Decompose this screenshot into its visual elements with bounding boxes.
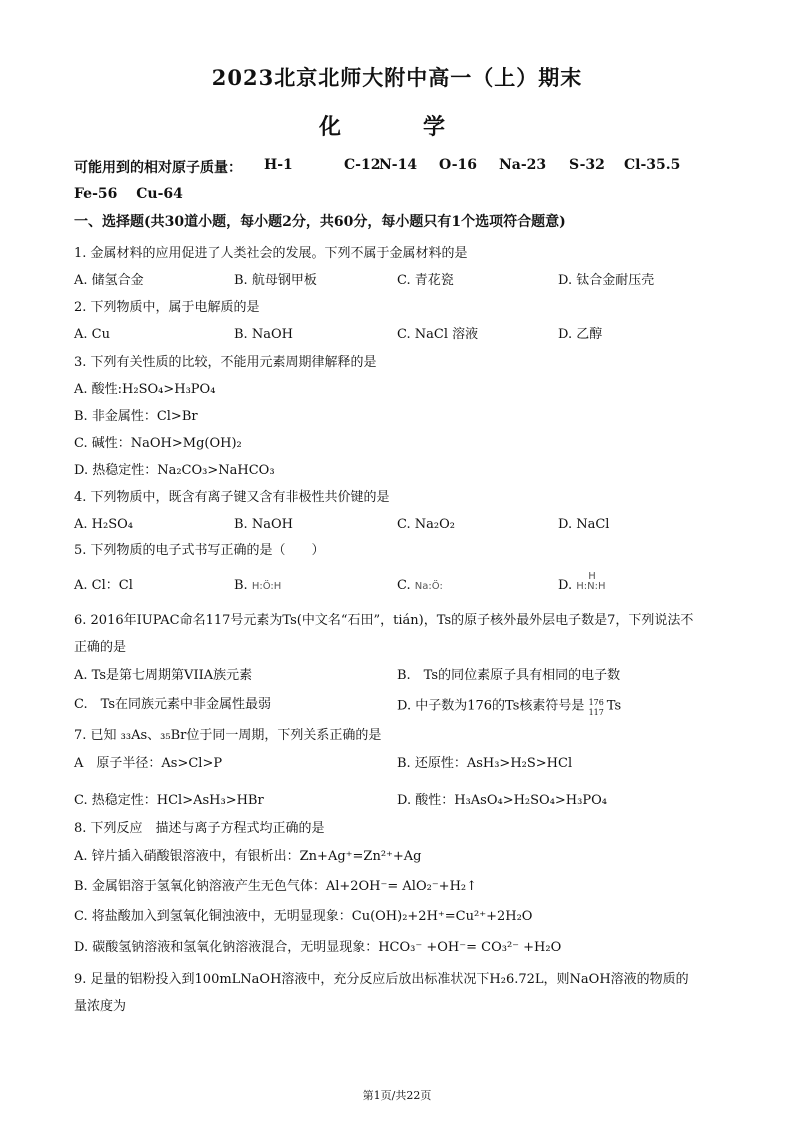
isotope-notation	[589, 697, 603, 715]
q5-option-a: A. Cl：Cl	[74, 578, 133, 593]
q5-option-c-label: C.	[397, 578, 411, 593]
q1-stem: 1. 金属材料的应用促进了人类社会的发展。下列不属于金属材料的是	[74, 246, 468, 261]
isotope-symbol: Ts	[606, 698, 622, 714]
q3-option-a: A. 酸性:H₂SO₄>H₃PO₄	[74, 382, 216, 397]
q8-option-d: D. 碳酸氢钠溶液和氢氧化钠溶液混合，无明显现象：HCO₃⁻ +OH⁻= CO₃²⁻ +H₂O	[74, 940, 562, 955]
mass-item: H-1	[264, 157, 293, 173]
q6-stem-cont: 正确的是	[74, 640, 127, 655]
q7-stem: 7. 已知 ₃₃As、₃₅Br位于同一周期，下列关系正确的是	[74, 728, 382, 743]
q5-option-b	[234, 578, 281, 595]
mass-item: N-14	[379, 157, 418, 173]
q9-stem-cont: 量浓度为	[74, 999, 127, 1014]
q3-stem: 3. 下列有关性质的比较，不能用元素周期律解释的是	[74, 355, 377, 370]
q6-option-d-label: D. 中子数为176的Ts核素符号是	[397, 698, 585, 714]
q7-option-c: C. 热稳定性：HCl>AsH₃>HBr	[74, 793, 264, 808]
q2-stem: 2. 下列物质中，属于电解质的是	[74, 300, 260, 315]
isotope-atomic-number: 117	[588, 708, 604, 717]
q1-option-a: A. 储氢合金	[74, 273, 144, 288]
mass-item: Cl-35.5	[624, 157, 681, 173]
atomic-masses	[74, 157, 734, 175]
mass-item: O-16	[439, 157, 478, 173]
q8-option-a: A. 锌片插入硝酸银溶液中，有银析出：Zn+Ag⁺=Zn²⁺+Ag	[74, 849, 422, 864]
q7-option-d: D. 酸性：H₃AsO₄>H₂SO₄>H₃PO₄	[397, 793, 607, 808]
q5-option-d-formula-text: H:N:H	[576, 581, 606, 592]
q4-option-d: D. NaCl	[558, 517, 610, 532]
masses-label: 可能用到的相对原子质量：	[74, 160, 242, 176]
q5-option-c-formula: Na:Ö:	[414, 581, 443, 592]
q3-option-d: D. 热稳定性：Na₂CO₃>NaHCO₃	[74, 463, 275, 478]
q5-option-d-label: D.	[558, 578, 573, 593]
q2-option-a: A. Cu	[74, 327, 110, 342]
q5-option-c	[397, 578, 443, 595]
q3-option-b: B. 非金属性：Cl>Br	[74, 409, 198, 424]
q4-option-b: B. NaOH	[234, 517, 293, 532]
q1-option-b: B. 航母钢甲板	[234, 273, 317, 288]
q5-option-b-label: B.	[234, 578, 248, 593]
q6-stem: 6. 2016年IUPAC命名117号元素为Ts(中文名“石田”，tián)，Ts的原子核外最外层电子数是7，下列说法不	[74, 613, 694, 628]
q2-option-d: D. 乙醇	[558, 327, 603, 342]
q1-option-c: C. 青花瓷	[397, 273, 454, 288]
q2-option-b: B. NaOH	[234, 327, 293, 342]
q6-option-a: A. Ts是第七周期第VIIA族元素	[74, 668, 253, 683]
q9-stem: 9. 足量的铝粉投入到100mLNaOH溶液中，充分反应后放出标准状况下H₂6.72L，则NaOH溶液的物质的	[74, 972, 689, 987]
q5-stem: 5. 下列物质的电子式书写正确的是（ ）	[74, 543, 325, 558]
q5-option-d-formula	[576, 571, 606, 592]
q8-stem: 8. 下列反应 描述与离子方程式均正确的是	[74, 821, 325, 836]
masses-row2: Fe-56 Cu-64	[74, 186, 183, 202]
mass-item: Na-23	[499, 157, 547, 173]
q4-option-a: A. H₂SO₄	[74, 517, 133, 532]
q8-option-b: B. 金属铝溶于氢氧化钠溶液产生无色气体：Al+2OH⁻= AlO₂⁻+H₂↑	[74, 879, 478, 894]
subject-title: 化 学	[318, 114, 475, 140]
mass-item: S-32	[569, 157, 605, 173]
q6-option-d	[397, 697, 621, 715]
q6-option-c: C. Ts在同族元素中非金属性最弱	[74, 697, 272, 712]
q8-option-c: C. 将盐酸加入到氢氧化铜浊液中，无明显现象：Cu(OH)₂+2H⁺=Cu²⁺+2H₂O	[74, 909, 533, 924]
q5-option-d-top-h: H	[588, 571, 596, 582]
page-title: 2023北京北师大附中高一（上）期末	[211, 65, 583, 90]
q6-option-b: B. Ts的同位素原子具有相同的电子数	[397, 668, 621, 683]
q2-option-c: C. NaCl 溶液	[397, 327, 479, 342]
isotope-mass-number: 176	[588, 698, 604, 707]
page-footer: 第1页/共22页	[362, 1089, 432, 1102]
mass-item: C-12	[344, 157, 381, 173]
section-heading: 一、选择题(共30道小题，每小题2分，共60分，每小题只有1个选项符合题意)	[74, 214, 566, 230]
q5-option-d	[558, 571, 606, 595]
q4-option-c: C. Na₂O₂	[397, 517, 455, 532]
q4-stem: 4. 下列物质中，既含有离子键又含有非极性共价键的是	[74, 490, 390, 505]
q1-option-d: D. 钛合金耐压壳	[558, 273, 655, 288]
q5-option-b-formula: H:Ö:H	[251, 581, 282, 592]
q3-option-c: C. 碱性：NaOH>Mg(OH)₂	[74, 436, 242, 451]
q7-option-b: B. 还原性：AsH₃>H₂S>HCl	[397, 756, 573, 771]
q7-option-a: A 原子半径：As>Cl>P	[74, 756, 223, 771]
